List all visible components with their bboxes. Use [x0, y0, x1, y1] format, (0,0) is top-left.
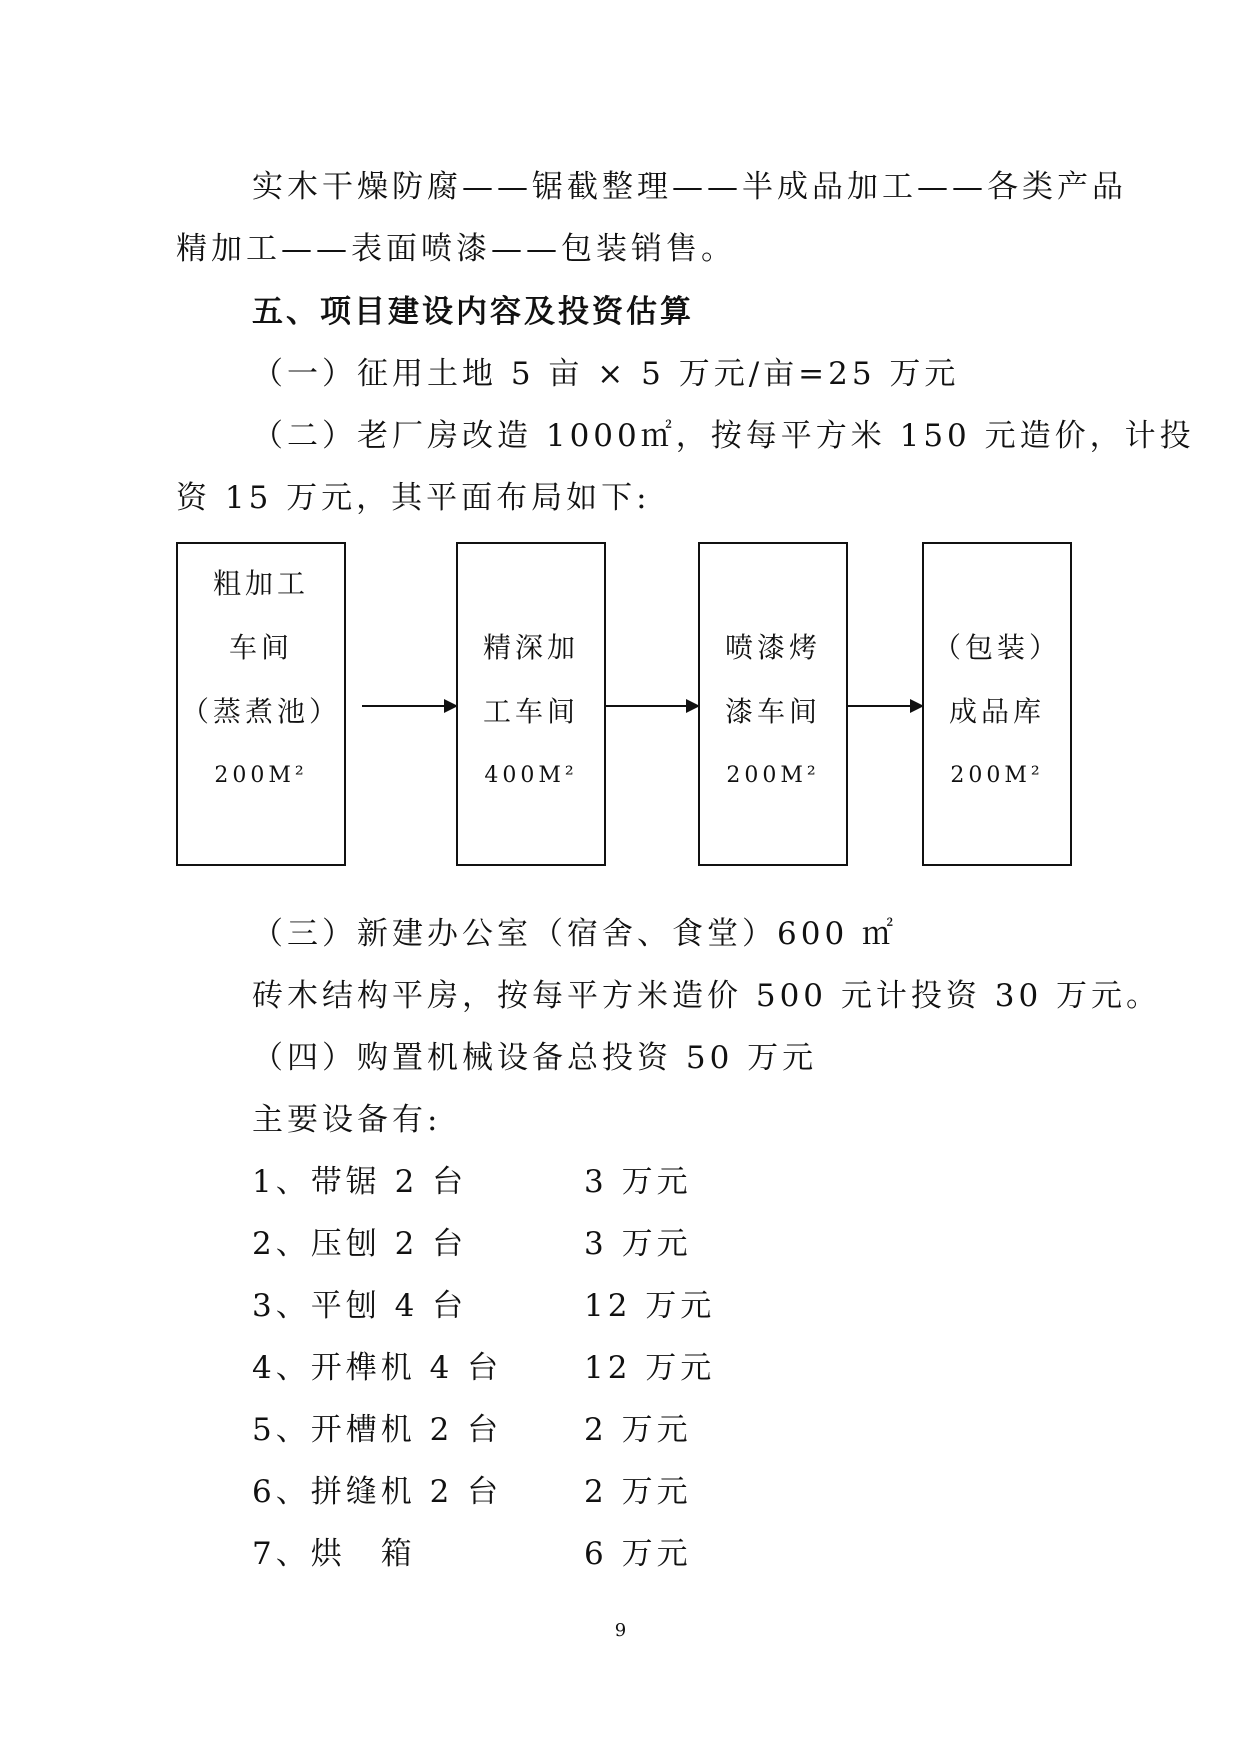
- page-number: 9: [614, 1620, 627, 1641]
- flow-box-3-line-1: 喷漆烤: [724, 631, 821, 664]
- paragraph-line-2: 精加工——表面喷漆——包装销售。: [176, 231, 736, 267]
- item-1: （一）征用土地 5 亩 × 5 万元/亩=25 万元: [252, 356, 960, 392]
- flow-box-4-line-3: 200M²: [950, 763, 1044, 788]
- flow-box-1-line-4: 200M²: [214, 763, 308, 788]
- equipment-cost: 2 万元: [584, 1474, 692, 1510]
- equipment-cost: 12 万元: [584, 1288, 716, 1324]
- item-2-line-2: 资 15 万元，其平面布局如下:: [176, 480, 651, 516]
- flow-box-4-line-1: （包装）: [932, 631, 1061, 664]
- equipment-name: 1、带锯 2 台: [252, 1164, 468, 1200]
- flow-box-4-line-2: 成品库: [948, 695, 1045, 728]
- equipment-title: 主要设备有:: [252, 1102, 442, 1138]
- item-3: （三）新建办公室（宿舍、食堂）600 ㎡: [252, 916, 898, 952]
- item-3-line-2: 砖木结构平房，按每平方米造价 500 元计投资 30 万元。: [252, 978, 1162, 1014]
- equipment-name: 5、开槽机 2 台: [252, 1412, 503, 1448]
- equipment-cost: 2 万元: [584, 1412, 692, 1448]
- flow-box-2-line-3: 400M²: [484, 763, 578, 788]
- section-heading-5: 五、项目建设内容及投资估算: [252, 294, 694, 330]
- item-2-line-1: （二）老厂房改造 1000㎡，按每平方米 150 元造价，计投: [252, 418, 1195, 454]
- flow-box-deep-processing: [456, 542, 606, 866]
- flow-box-painting: [698, 542, 848, 866]
- flow-box-2-line-1: 精深加: [482, 631, 579, 664]
- equipment-name: 3、平刨 4 台: [252, 1288, 468, 1324]
- equipment-name: 6、拼缝机 2 台: [252, 1474, 503, 1510]
- flow-box-rough-processing: [176, 542, 346, 866]
- flow-box-1-line-3: （蒸煮池）: [180, 695, 341, 728]
- equipment-name: 4、开榫机 4 台: [252, 1350, 503, 1386]
- flow-box-warehouse: [922, 542, 1072, 866]
- flow-arrow-2: [606, 705, 698, 707]
- flow-arrow-3: [848, 705, 922, 707]
- paragraph-line-1: 实木干燥防腐——锯截整理——半成品加工——各类产品: [252, 169, 1127, 205]
- equipment-cost: 6 万元: [584, 1536, 692, 1572]
- flow-box-1-line-1: 粗加工: [212, 567, 309, 600]
- equipment-name: 7、烘 箱: [252, 1536, 416, 1572]
- equipment-cost: 3 万元: [584, 1164, 692, 1200]
- equipment-name: 2、压刨 2 台: [252, 1226, 468, 1262]
- flow-box-2-line-2: 工车间: [482, 695, 579, 728]
- equipment-cost: 3 万元: [584, 1226, 692, 1262]
- flow-box-3-line-3: 200M²: [726, 763, 820, 788]
- item-4: （四）购置机械设备总投资 50 万元: [252, 1040, 818, 1076]
- equipment-cost: 12 万元: [584, 1350, 716, 1386]
- flow-box-1-line-2: 车间: [228, 631, 293, 664]
- flow-box-3-line-2: 漆车间: [724, 695, 821, 728]
- flow-arrow-1: [362, 705, 456, 707]
